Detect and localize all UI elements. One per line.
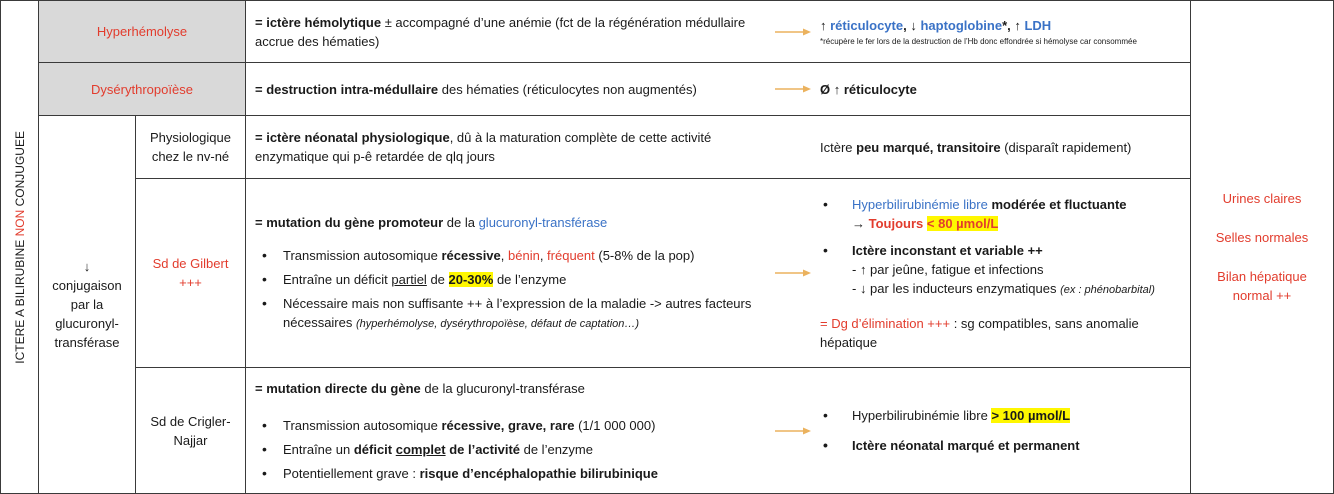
footnote: *récupère le fer lors de la destruction de l’Hb donc effondrée si hémolyse car consommée: [820, 37, 1137, 46]
result-key: modérée et fluctuante: [987, 196, 1127, 212]
item-highlight: 20-30%: [448, 271, 494, 287]
item-key: de l’activité: [445, 441, 520, 457]
result-aside: (ex : phénobarbital): [1060, 283, 1155, 296]
result-text: Hyperbilirubinémie libre: [852, 408, 992, 423]
item-text: (5-8% de la pop): [594, 247, 695, 263]
importance-badge: +++: [179, 275, 202, 290]
item-aside: (hyperhémolyse, dysérythropoïèse, défaut de captation…): [355, 317, 640, 330]
item-underlined: complet: [395, 441, 446, 457]
item-text: (1/1 000 000): [574, 417, 656, 433]
result-title: • Ictère inconstant et variable ++: [852, 242, 1043, 258]
item-accent: fréquent: [547, 247, 595, 263]
item-key: risque d’encéphalopathie bilirubinique: [419, 465, 658, 481]
consequence-dyserythropoiese: [817, 80, 1179, 99]
item-underlined: partiel: [391, 271, 427, 287]
definition-key: = mutation directe du gène: [255, 380, 421, 396]
title-text-start: ICTERE A BILIRUBINE: [12, 235, 27, 364]
finding-reticulocyte: réticulocyte: [830, 18, 904, 33]
title-cell: [0, 0, 38, 493]
item-text: de: [426, 271, 449, 287]
row-content-crigler-najjar: [245, 367, 1190, 493]
list-item: [820, 241, 1179, 300]
result-line: [852, 195, 1179, 214]
item-text: Entraîne un déficit: [283, 271, 392, 287]
arrow-slot: [755, 26, 817, 38]
consequence-hyperhemolyse: [817, 16, 1179, 47]
item-text: Transmission autosomique: [283, 417, 442, 433]
biology-item-urine: Urines claires: [1222, 191, 1302, 206]
item-text: Nécessaire mais non suffisante ++ à l’expression de la maladie -> autres facteurs nécessaires: [283, 295, 752, 330]
title-text-accent: NON: [12, 209, 27, 236]
threshold-highlight: > 100 µmol/L: [991, 408, 1071, 423]
row-label-hyperhemolyse: Hyperhémolyse: [96, 24, 188, 39]
biology-item-liver-panel: Bilan hépatique normal ++: [1217, 269, 1307, 303]
arrow-slot-empty: [755, 141, 817, 153]
definition-key: = ictère néonatal physiologique: [255, 130, 450, 145]
result-line: [852, 214, 1179, 233]
row-label-cell-crigler-najjar: [135, 367, 245, 493]
row-label-cell-hyperhemolyse: [38, 0, 245, 62]
arrow-right-icon: [775, 84, 811, 94]
item-text: ,: [539, 247, 548, 263]
result-subline: [852, 279, 1179, 300]
finding-symbol: *, ↑: [1002, 18, 1025, 33]
definition-key: = ictère hémolytique: [255, 14, 382, 30]
row-label-cell-physiologique: [135, 115, 245, 178]
definition-text: de la glucuronyl-transférase: [420, 380, 585, 396]
result-text: - ↓ par les inducteurs enzymatiques: [852, 280, 1061, 296]
biology-cell: [1190, 0, 1333, 493]
arrow-right-icon: [775, 426, 811, 436]
result-subline: - ↑ par jeûne, fatigue et infections: [852, 261, 1044, 277]
diagnosis-key: = Dg d’élimination +++: [820, 315, 951, 331]
arrow-slot: [755, 425, 817, 437]
item-text: de l’enzyme: [493, 271, 567, 287]
item-text: Transmission autosomique: [283, 247, 442, 263]
list-item: [255, 416, 755, 435]
finding-haptoglobin: haptoglobine: [920, 18, 1003, 33]
list-item: [255, 246, 755, 265]
group-label-text: conjugaison par la glucuronyl-transférase: [52, 278, 122, 350]
arrow-right-icon: [775, 268, 811, 278]
definition-hyperhemolyse: [255, 13, 755, 51]
row-content-gilbert: [245, 178, 1190, 367]
row-label-physiologique: Physiologique chez le nv-né: [150, 130, 231, 164]
finding-text: Ictère: [820, 139, 857, 155]
definition-text: , dû à la maturation complète de cette activité enzymatique qui p-ê retardée de qlq jours: [255, 130, 712, 164]
item-text: de l’enzyme: [520, 441, 593, 457]
definition-text: ± accompagné d’une anémie (fct de la régénération médullaire accrue des hématies): [255, 14, 746, 49]
list-item: [820, 406, 1179, 425]
lab-findings: Ø ↑ réticulocyte: [820, 81, 917, 97]
arrow-head: [803, 270, 811, 277]
finding-ldh: LDH: [1024, 18, 1052, 33]
definition-gilbert: [255, 213, 755, 334]
row-content-hyperhemolyse: [245, 0, 1190, 62]
arrow-head: [803, 427, 811, 434]
definition-key: = destruction intra-médullaire: [255, 81, 439, 97]
bullet-list: [255, 416, 755, 483]
result-key: Toujours: [868, 215, 927, 231]
arrow-slot: [755, 83, 817, 95]
item-key: récessive, grave, rare: [441, 417, 575, 433]
definition-line: [255, 379, 755, 398]
diagnosis-text: : sg compatibles, sans anomalie hépatique: [820, 315, 1139, 350]
row-content-dyserythropoiese: [245, 62, 1190, 115]
item-key: récessive: [441, 247, 501, 263]
definition-line: [255, 213, 755, 232]
item-text: Entraîne un: [283, 441, 354, 457]
list-item: • Ictère néonatal marqué et permanent: [820, 436, 1179, 455]
item-key: déficit: [353, 441, 396, 457]
consequence-crigler-najjar: [817, 406, 1179, 455]
down-arrow-icon: ↓: [83, 259, 91, 274]
row-label-dyserythropoiese: Dysérythropoïèse: [91, 81, 193, 97]
lab-findings: [820, 16, 1179, 35]
item-text: Potentiellement grave :: [283, 465, 420, 481]
definition-dyserythropoiese: [255, 80, 755, 99]
enzyme-name: glucuronyl-transférase: [478, 214, 608, 230]
bullet-list: [255, 246, 755, 334]
item-text: ,: [500, 247, 508, 263]
clinical-finding: [820, 138, 1179, 157]
group-label-conjugaison: [38, 115, 135, 493]
title-text-end: CONJUGUEE: [12, 130, 27, 210]
definition-crigler-najjar: [255, 379, 755, 483]
row-label-gilbert: Sd de Gilbert: [152, 256, 229, 271]
finding-symbol: , ↓: [903, 18, 921, 33]
definition-text: de la: [443, 214, 479, 230]
consequence-gilbert: [817, 195, 1179, 352]
list-item: [255, 270, 755, 289]
arrow-right-icon: [775, 27, 811, 37]
definition-text: des hématies (réticulocytes non augmentés): [438, 81, 697, 97]
arrow-head: [803, 28, 811, 35]
definition-key: = mutation du gène promoteur: [255, 214, 444, 230]
finding-symbol: ↑: [820, 18, 831, 33]
arrow-head: [803, 86, 811, 93]
list-item: [255, 464, 755, 483]
diagnosis-note: [820, 314, 1179, 352]
list-item: [255, 294, 755, 334]
finding-key: peu marqué, transitoire: [856, 139, 1001, 155]
arrow-slot: [755, 267, 817, 279]
threshold-highlight: < 80 µmol/L: [926, 215, 999, 231]
list-item: [820, 195, 1179, 233]
biology-item-stool: Selles normales: [1215, 230, 1309, 245]
result-accent: Hyperbilirubinémie libre: [852, 196, 988, 212]
row-content-physiologique: [245, 115, 1190, 178]
finding-text: (disparaît rapidement): [1000, 139, 1132, 155]
item-accent: bénin: [508, 247, 540, 263]
row-label-cell-gilbert: [135, 178, 245, 367]
table-title: [13, 131, 27, 364]
definition-physiologique: [255, 128, 755, 166]
consequence-physiologique: [817, 138, 1179, 157]
biology-list: [1197, 189, 1327, 305]
row-label-crigler-najjar: Sd de Crigler-Najjar: [150, 413, 231, 448]
row-label-cell-dyserythropoiese: [38, 62, 245, 115]
list-item: [255, 440, 755, 459]
right-arrow-icon: →: [852, 215, 869, 231]
